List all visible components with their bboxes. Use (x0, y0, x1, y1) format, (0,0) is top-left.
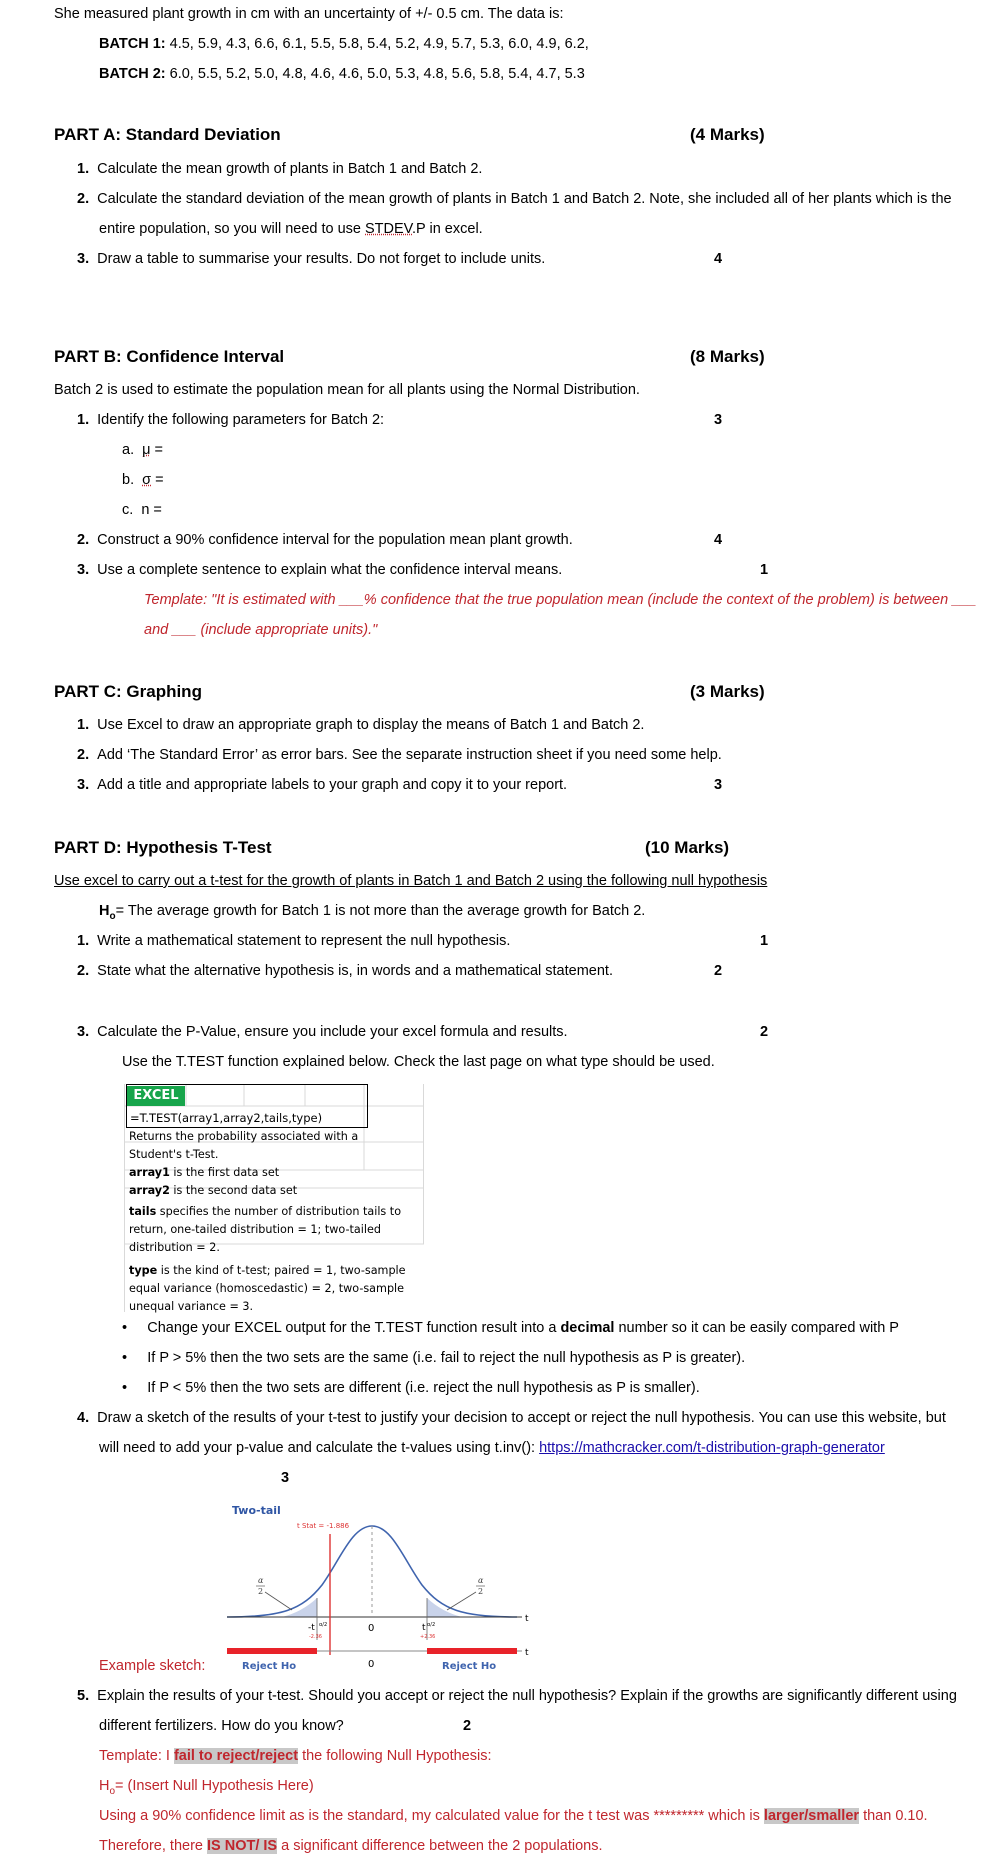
excel-tag: EXCEL (127, 1086, 185, 1106)
partA-q3-mark: 4 (714, 251, 723, 267)
excel-tails-1 (129, 1205, 401, 1218)
partB-q1: 1. Identify the following parameters for Batch 2: (77, 412, 385, 428)
template2-sub: o (109, 1785, 116, 1797)
partA-q2: 2. Calculate the standard deviation of the mean growth of plants in Batch 1 and Batch 2. Note, she included all of her plants which is the (77, 191, 952, 207)
t-distribution-sketch (222, 1500, 542, 1680)
neg-t-sub: α/2 (319, 1622, 328, 1628)
partD-q4: 4. Draw a sketch of the results of your t-test to justify your decision to accept or reject the null hypothesis. You can use this website, but (77, 1410, 946, 1426)
partB-q1-text: Identify the following parameters for Batch 2: (97, 412, 385, 428)
template2-text: = (Insert Null Hypothesis Here) (115, 1778, 314, 1794)
null-hypothesis (99, 903, 645, 922)
excel-array1-desc: is the first data set (169, 1166, 280, 1179)
partC-q1: 1. Use Excel to draw an appropriate graph to display the means of Batch 1 and Batch 2. (77, 717, 645, 733)
pos-t-value: +2.36 (420, 1634, 436, 1640)
h0-label: H (99, 903, 110, 919)
partB-q3-text: Use a complete sentence to explain what the confidence interval means. (97, 562, 563, 578)
batch2-values: 6.0, 5.5, 5.2, 5.0, 4.8, 4.6, 4.6, 5.0, 5.3, 4.8, 5.6, 5.8, 5.4, 4.7, 5.3 (169, 66, 585, 82)
partC-q3: 3. Add a title and appropriate labels to your graph and copy it to your report. (77, 777, 568, 793)
partB-q2: 2. Construct a 90% confidence interval for the population mean plant growth. (77, 532, 573, 548)
partB-b-eq: = (151, 472, 164, 488)
conclusion-template-1 (99, 1748, 492, 1764)
partD-q5-text: Explain the results of your t-test. Should you accept or reject the null hypothesis? Explain if the growths are significantly different using (97, 1688, 957, 1704)
partC-q1-text: Use Excel to draw an appropriate graph to display the means of Batch 1 and Batch 2. (97, 717, 645, 733)
partD-q1-text: Write a mathematical statement to represent the null hypothesis. (97, 933, 511, 949)
alpha-right-den: 2 (478, 1587, 484, 1596)
template4-highlight: IS NOT/ IS (207, 1838, 278, 1854)
partB-marks: (8 Marks) (690, 347, 765, 366)
partD-q3-mark: 2 (760, 1024, 769, 1040)
excel-tails-desc: specifies the number of distribution tails to (156, 1205, 402, 1218)
partB-c-label: c. (122, 502, 134, 518)
partD-q2-mark: 2 (714, 963, 723, 979)
partD-q5-cont: different fertilizers. How do you know? (99, 1718, 344, 1734)
template4-pre: Therefore, there (99, 1838, 207, 1854)
partD-q5: 5. Explain the results of your t-test. Should you accept or reject the null hypothesis? Explain if the growths are significantly different using (77, 1688, 957, 1704)
alpha-left-den: 2 (258, 1587, 264, 1596)
bullet-smaller-text: If P < 5% then the two sets are different (i.e. reject the null hypothesis as P is smaller). (147, 1380, 700, 1396)
partD-q3-sub: Use the T.TEST function explained below. Check the last page on what type should be used. (122, 1054, 715, 1070)
t-axis-label: t (525, 1614, 529, 1624)
template1-highlight: fail to reject/reject (173, 1748, 299, 1764)
bullet-greater-text: If P > 5% then the two sets are the same (i.e. fail to reject the null hypothesis as P is greater). (147, 1350, 746, 1366)
template1-post: the following Null Hypothesis: (298, 1748, 492, 1764)
template1-pre: Template: I (99, 1748, 174, 1764)
partB-title: PART B: Confidence Interval (54, 347, 285, 366)
bullet-decimal-bold: decimal (560, 1320, 615, 1336)
bullet-decimal-pre: Change your EXCEL output for the T.TEST function result into a (147, 1320, 561, 1336)
excel-ttest-reference (124, 1084, 424, 1312)
reject-left-bar (227, 1648, 317, 1654)
excel-type-3: unequal variance = 3. (129, 1300, 254, 1313)
partB-template-line1: Template: "It is estimated with ___% confidence that the true population mean (include the context of the problem) is between ___ (144, 592, 977, 608)
bullet-greater: • If P > 5% then the two sets are the same (i.e. fail to reject the null hypothesis as P is greater). (122, 1350, 746, 1366)
bullet-decimal: • Change your EXCEL output for the T.TEST function result into a decimal number so it can be easily compared with P (122, 1320, 899, 1336)
partD-q3: 3. Calculate the P-Value, ensure you include your excel formula and results. (77, 1024, 568, 1040)
excel-array2-desc: is the second data set (169, 1184, 298, 1197)
partB-q3-mark: 1 (760, 562, 769, 578)
partA-q1: 1. Calculate the mean growth of plants in Batch 1 and Batch 2. (77, 161, 483, 177)
h0-text: = The average growth for Batch 1 is not more than the average growth for Batch 2. (115, 903, 646, 919)
template3-pre: Using a 90% confidence limit as is the standard, my calculated value for the t test was ********* which is (99, 1808, 764, 1824)
partA-q2-cont-post: .P in excel. (412, 221, 483, 237)
partD-q4-text: Draw a sketch of the results of your t-test to justify your decision to accept or reject the null hypothesis. You can use this website, but (97, 1410, 946, 1426)
template4-post: a significant difference between the 2 populations. (277, 1838, 603, 1854)
partB-q1-mark: 3 (714, 412, 723, 428)
partB-a-label: a. (122, 442, 135, 458)
partB-c (122, 502, 162, 518)
conclusion-template-3 (99, 1808, 928, 1824)
left-tail-area (282, 1598, 317, 1617)
zero-label-bottom: 0 (368, 1659, 375, 1670)
h0-sub: o (109, 910, 116, 922)
partA-marks: (4 Marks) (690, 125, 765, 144)
partB-q2-mark: 4 (714, 532, 723, 548)
partD-marks: (10 Marks) (645, 838, 730, 857)
partB-q2-text: Construct a 90% confidence interval for the population mean plant growth. (97, 532, 573, 548)
conclusion-template-2 (99, 1778, 314, 1797)
template3-post: than 0.10. (859, 1808, 928, 1824)
partD-q2-text: State what the alternative hypothesis is, in words and a mathematical statement. (97, 963, 613, 979)
partD-q3-text: Calculate the P-Value, ensure you include your excel formula and results. (97, 1024, 568, 1040)
reject-right-bar (427, 1648, 517, 1654)
excel-type-2: equal variance (homoscedastic) = 2, two-sample (129, 1282, 405, 1295)
partA-q2-text: Calculate the standard deviation of the mean growth of plants in Batch 1 and Batch 2. Note, she included all of her plants which is the (97, 191, 952, 207)
partC-marks: (3 Marks) (690, 682, 765, 701)
partD-q1: 1. Write a mathematical statement to represent the null hypothesis. (77, 933, 511, 949)
template2-h: H (99, 1778, 110, 1794)
partA-q3: 3. Draw a table to summarise your results. Do not forget to include units. (77, 251, 546, 267)
t-distribution-link[interactable]: https://mathcracker.com/t-distribution-graph-generator (539, 1440, 885, 1456)
partB-a (122, 442, 163, 458)
partD-q4-mark: 3 (281, 1470, 290, 1486)
excel-type-name: type (129, 1264, 158, 1277)
excel-array2-name: array2 (129, 1184, 170, 1197)
sigma-symbol: σ (142, 472, 152, 488)
intro-text: She measured plant growth in cm with an uncertainty of +/- 0.5 cm. The data is: (54, 6, 564, 22)
partB-q3: 3. Use a complete sentence to explain what the confidence interval means. (77, 562, 563, 578)
reject-left-label: Reject Ho (242, 1661, 297, 1672)
partC-q3-mark: 3 (714, 777, 723, 793)
alpha-right-pointer (447, 1592, 476, 1610)
excel-type-1 (129, 1264, 406, 1277)
partC-q2: 2. Add ‘The Standard Error’ as error bars. See the separate instruction sheet if you need some help. (77, 747, 722, 763)
partD-q4-cont-pre: will need to add your p-value and calculate the t-values using t.inv(): (99, 1440, 540, 1456)
partC-q2-text: Add ‘The Standard Error’ as error bars. See the separate instruction sheet if you need some help. (97, 747, 722, 763)
partA-title: PART A: Standard Deviation (54, 125, 281, 144)
partA-q1-text: Calculate the mean growth of plants in Batch 1 and Batch 2. (97, 161, 483, 177)
batch2-label: BATCH 2: (99, 66, 166, 82)
mu-symbol: μ (142, 442, 151, 458)
excel-formula: =T.TEST(array1,array2,tails,type) (130, 1111, 323, 1125)
partB-b (122, 472, 164, 488)
partC-q3-text: Add a title and appropriate labels to your graph and copy it to your report. (97, 777, 568, 793)
excel-array2 (129, 1184, 297, 1197)
excel-tails-2: return, one-tailed distribution = 1; two-tailed (129, 1223, 381, 1236)
bullet-smaller: • If P < 5% then the two sets are different (i.e. reject the null hypothesis as P is smaller). (122, 1380, 700, 1396)
pos-t-label: t (422, 1623, 426, 1633)
partD-q4-cont (99, 1440, 885, 1456)
alpha-right-num: α (478, 1576, 484, 1585)
reject-right-label: Reject Ho (442, 1661, 497, 1672)
partD-intro: Use excel to carry out a t-test for the growth of plants in Batch 1 and Batch 2 using the following null hypothesis (54, 873, 768, 889)
excel-type-desc: is the kind of t-test; paired = 1, two-sample (157, 1264, 406, 1277)
partB-template-line2: and ___ (include appropriate units)." (144, 622, 378, 638)
partB-intro: Batch 2 is used to estimate the population mean for all plants using the Normal Distribution. (54, 382, 640, 398)
conclusion-template-4 (99, 1838, 603, 1854)
excel-tails-name: tails (129, 1205, 157, 1218)
partB-a-eq: = (150, 442, 164, 458)
partA-q3-text: Draw a table to summarise your results. Do not forget to include units. (97, 251, 546, 267)
partD-q2: 2. State what the alternative hypothesis is, in words and a mathematical statement. (77, 963, 613, 979)
bullet-decimal-post: number so it can be easily compared with P (614, 1320, 899, 1336)
alpha-left-pointer (265, 1592, 292, 1610)
t-axis-label-2: t (525, 1648, 529, 1658)
neg-t-label: -t (308, 1623, 315, 1633)
partB-b-label: b. (122, 472, 135, 488)
partC-title: PART C: Graphing (54, 682, 202, 701)
partD-q1-mark: 1 (760, 933, 769, 949)
sketch-tstat: t Stat = -1.886 (297, 1522, 350, 1530)
template3-highlight: larger/smaller (763, 1808, 860, 1824)
batch2-line (99, 66, 585, 82)
excel-tails-3: distribution = 2. (129, 1241, 220, 1254)
partA-q2-cont-pre: entire population, so you will need to use (99, 221, 366, 237)
excel-desc-1: Returns the probability associated with a (129, 1130, 359, 1143)
right-tail-area (427, 1598, 462, 1617)
zero-label-top: 0 (368, 1623, 375, 1634)
neg-t-value: -2.36 (309, 1634, 322, 1640)
partA-q2-cont (99, 221, 483, 237)
sketch-title: Two-tail (232, 1504, 281, 1517)
batch1-line (99, 36, 589, 52)
alpha-left-num: α (258, 1576, 264, 1585)
partB-c-text: n = (141, 502, 162, 518)
partD-title: PART D: Hypothesis T-Test (54, 838, 272, 857)
excel-array1-name: array1 (129, 1166, 170, 1179)
partA-q2-fn: STDEV (365, 221, 413, 237)
batch1-label: BATCH 1: (99, 36, 166, 52)
partD-q5-mark: 2 (463, 1718, 472, 1734)
excel-array1 (129, 1166, 279, 1179)
excel-desc-2: Student's t-Test. (129, 1148, 219, 1161)
pos-t-sub: α/2 (427, 1622, 436, 1628)
example-sketch-label: Example sketch: (99, 1658, 206, 1674)
batch1-values: 4.5, 5.9, 4.3, 6.6, 6.1, 5.5, 5.8, 5.4, 5.2, 4.9, 5.7, 5.3, 6.0, 4.9, 6.2, (169, 36, 589, 52)
